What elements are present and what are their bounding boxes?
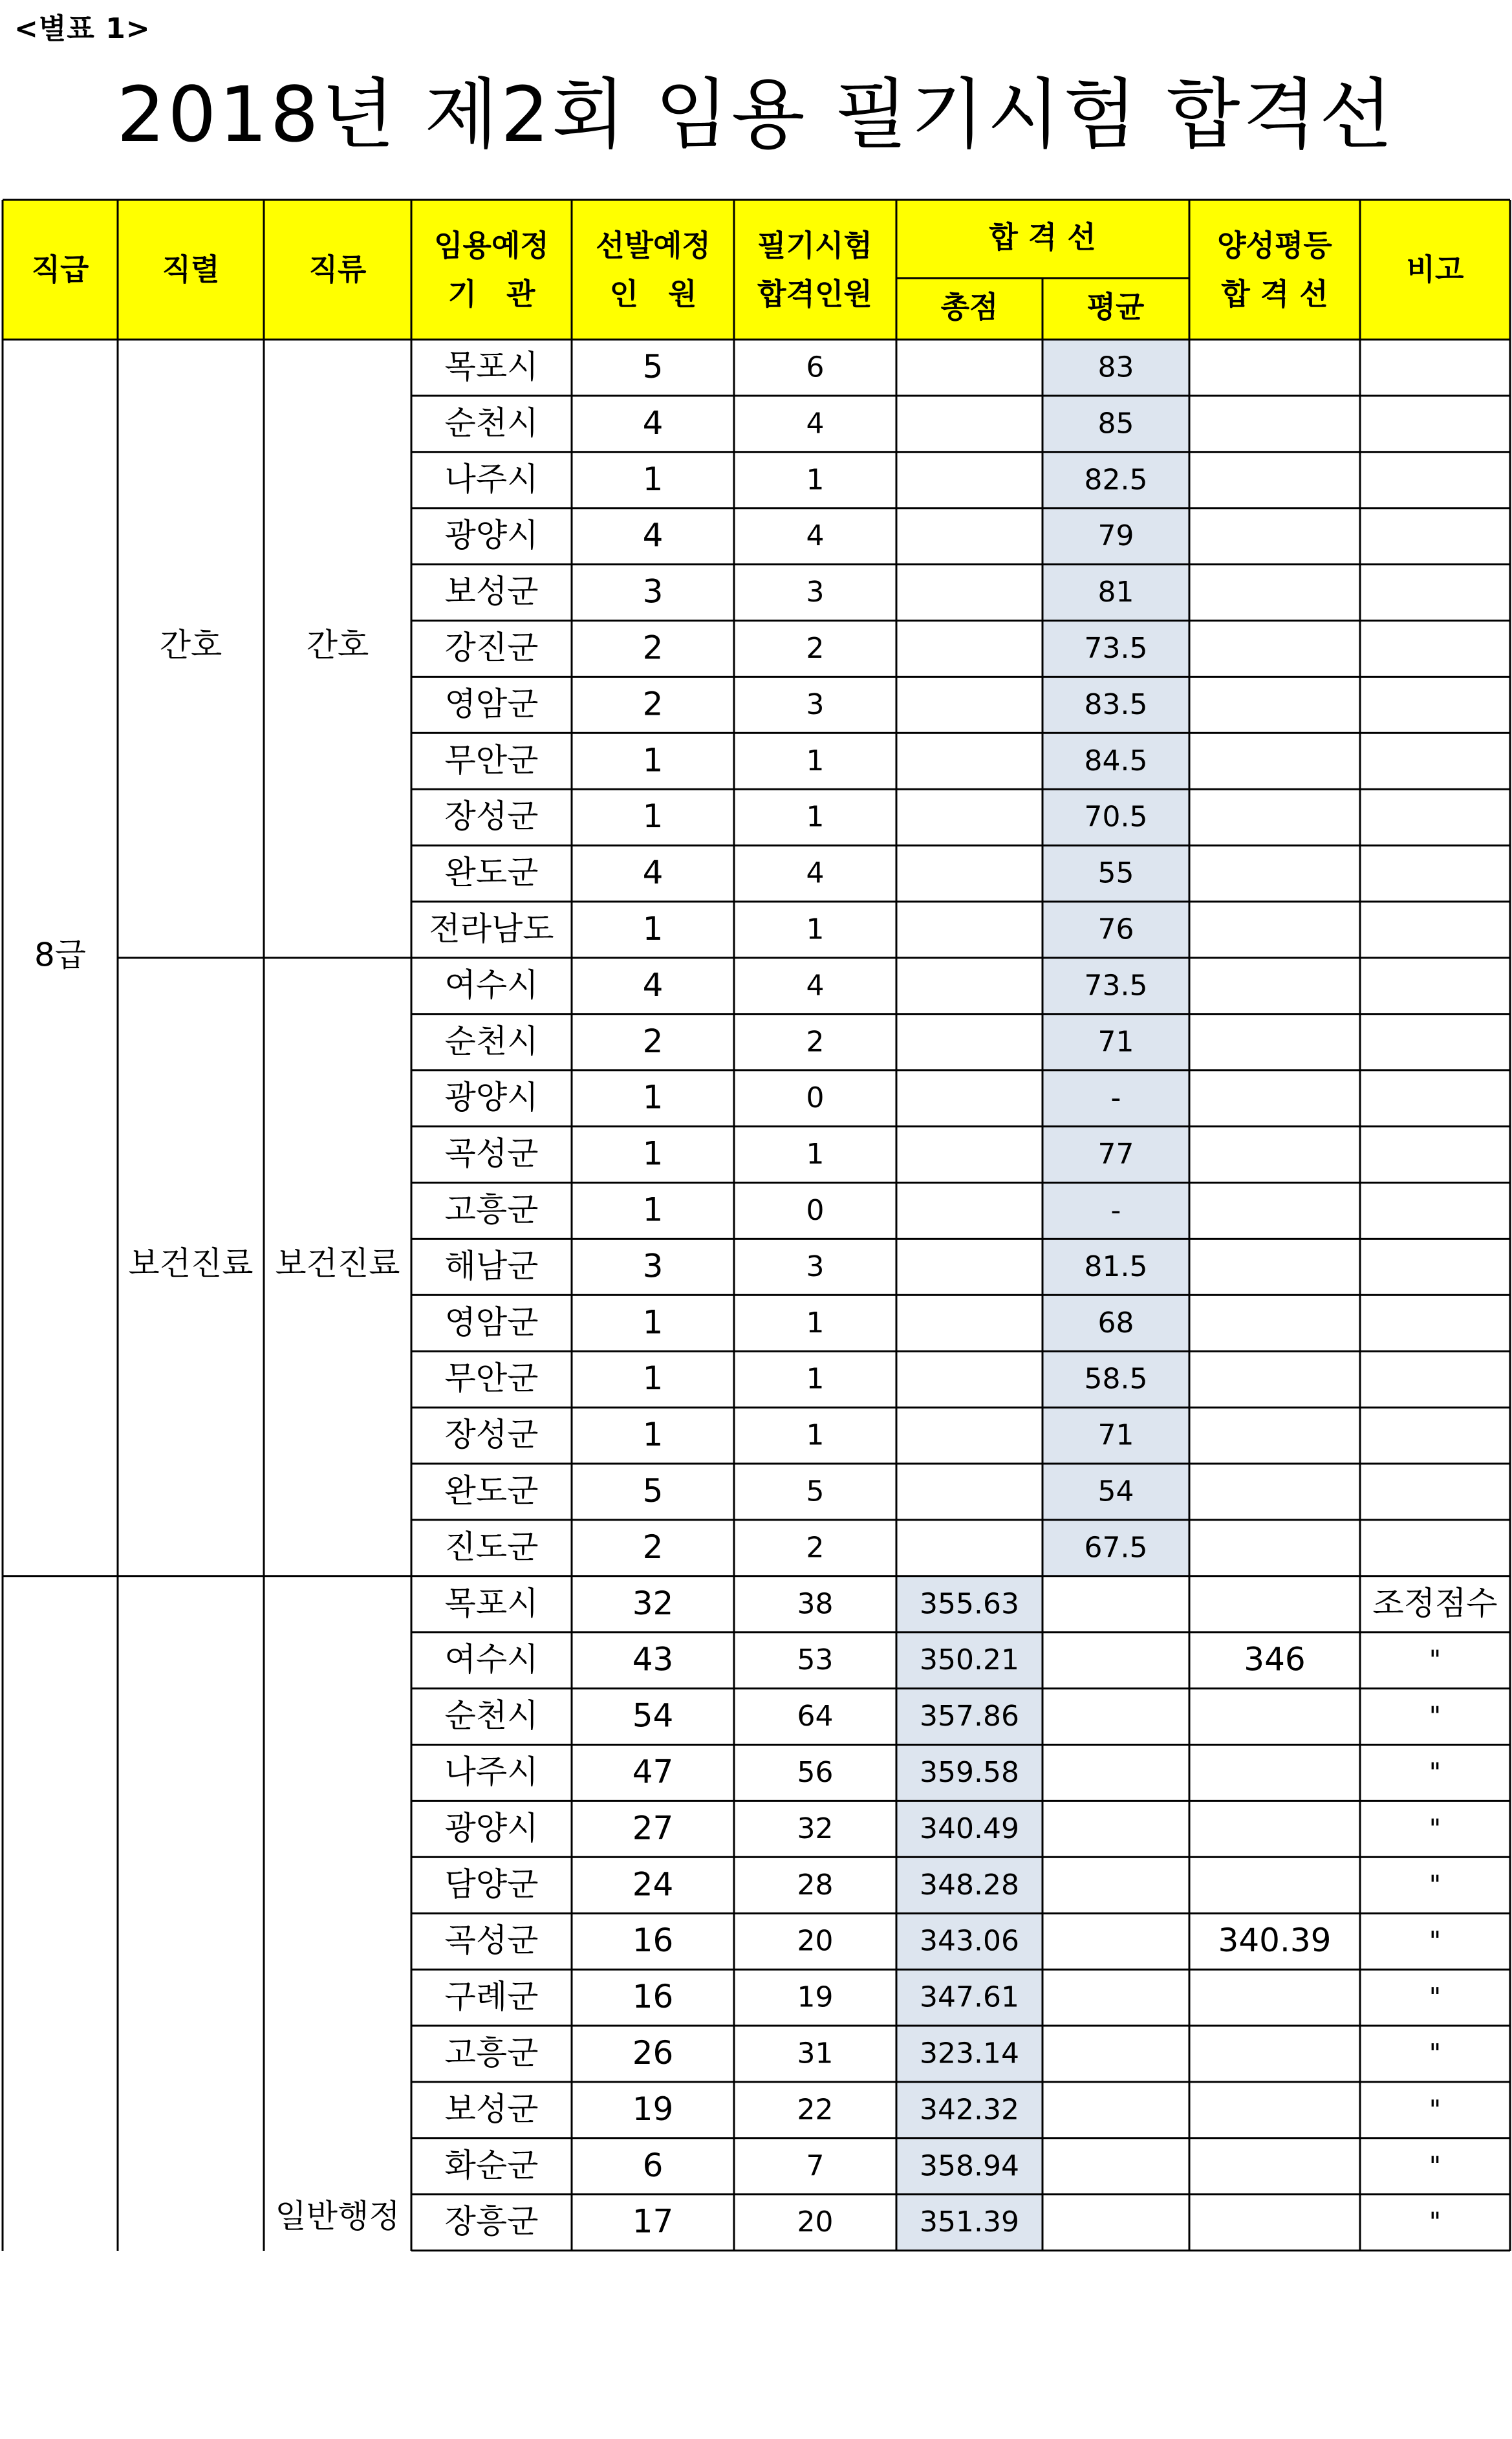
cell-passers: 2 <box>806 631 825 665</box>
cell-average: 54 <box>1097 1475 1134 1508</box>
cell-average: 67.5 <box>1084 1531 1148 1565</box>
header-equality-line1: 양성평등 <box>1217 228 1332 263</box>
header-series: 직렬 <box>162 252 220 287</box>
cell-planned: 1 <box>642 1134 664 1173</box>
cell-average: 84.5 <box>1084 744 1148 777</box>
cell-total: 350.21 <box>920 1643 1019 1677</box>
grade-8-label: 8급 <box>34 936 87 974</box>
cell-passers: 1 <box>806 1138 825 1171</box>
cell-passers: 20 <box>797 2206 834 2239</box>
cell-agency: 장흥군 <box>444 2202 539 2240</box>
cell-planned: 1 <box>642 797 664 836</box>
cell-average: 81.5 <box>1084 1250 1148 1283</box>
cell-agency: 고흥군 <box>444 1191 539 1229</box>
cell-average: 73.5 <box>1084 631 1148 665</box>
cell-average: 73.5 <box>1084 969 1148 1003</box>
cell-passers: 4 <box>806 407 825 440</box>
cell-passers: 32 <box>797 1812 834 1845</box>
cell-remark: " <box>1429 1757 1442 1788</box>
cell-agency: 보성군 <box>444 2090 539 2128</box>
cell-planned: 16 <box>632 1978 674 2016</box>
cell-average: 82.5 <box>1084 463 1148 497</box>
cell-agency: 전라남도 <box>429 909 554 948</box>
cell-passers: 3 <box>806 688 825 721</box>
cell-remark: " <box>1429 2151 1442 2182</box>
cell-remark: " <box>1429 1926 1442 1957</box>
nursing-series-label: 간호 <box>159 626 222 664</box>
cell-passers: 22 <box>797 2093 834 2127</box>
cell-planned: 17 <box>632 2202 674 2240</box>
cell-total: 358.94 <box>920 2149 1019 2183</box>
health-series-label: 보건진료 <box>128 1244 254 1283</box>
cell-planned: 5 <box>642 347 664 385</box>
cell-passers: 2 <box>806 1531 825 1565</box>
nursing-class-label: 간호 <box>306 626 369 664</box>
cell-equality: 346 <box>1244 1640 1306 1678</box>
cell-passers: 1 <box>806 913 825 946</box>
cell-average: 83 <box>1097 351 1134 384</box>
cell-remark: " <box>1429 1814 1442 1844</box>
health-class-label: 보건진료 <box>275 1244 400 1283</box>
cell-total: 355.63 <box>920 1587 1019 1621</box>
page-title: 2018년 제2회 임용 필기시험 합격선 <box>116 70 1396 159</box>
cell-agency: 강진군 <box>444 629 539 667</box>
cell-average: 71 <box>1097 1025 1134 1059</box>
header-agency-line1: 임용예정 <box>434 228 549 263</box>
cell-planned: 2 <box>642 1022 664 1060</box>
cell-planned: 27 <box>632 1809 674 1847</box>
cell-planned: 4 <box>642 404 664 442</box>
cell-passers: 20 <box>797 1924 834 1958</box>
cell-remark: " <box>1429 2207 1442 2238</box>
cell-total: 323.14 <box>920 2037 1019 2070</box>
cell-agency: 보성군 <box>444 572 539 611</box>
cell-agency: 여수시 <box>444 1640 539 1678</box>
cell-agency: 순천시 <box>444 1696 539 1735</box>
cell-planned: 26 <box>632 2033 674 2072</box>
cell-agency: 목포시 <box>444 347 539 385</box>
cell-average: 71 <box>1097 1418 1134 1452</box>
cell-agency: 완도군 <box>444 854 539 892</box>
header-passers-line2: 합격인원 <box>757 276 872 312</box>
cell-agency: 영암군 <box>444 685 539 723</box>
cell-agency: 광양시 <box>444 516 539 554</box>
cell-total: 359.58 <box>920 1755 1019 1789</box>
document-tag: <별표 1> <box>14 12 151 45</box>
header-planned-line1: 선발예정 <box>596 228 711 263</box>
cell-planned: 5 <box>642 1471 664 1510</box>
cell-passers: 2 <box>806 1025 825 1059</box>
cell-passers: 64 <box>797 1700 834 1733</box>
cell-passers: 1 <box>806 463 825 497</box>
cell-agency: 무안군 <box>444 1360 539 1398</box>
cell-passers: 3 <box>806 1250 825 1283</box>
cell-average: 81 <box>1097 576 1134 609</box>
cell-planned: 1 <box>642 1078 664 1116</box>
cell-average: 68 <box>1097 1306 1134 1339</box>
cell-agency: 목포시 <box>444 1584 539 1622</box>
cell-average: 58.5 <box>1084 1362 1148 1396</box>
cell-passers: 4 <box>806 969 825 1003</box>
cell-planned: 16 <box>632 1922 674 1960</box>
cell-planned: 1 <box>642 909 664 948</box>
cell-passers: 1 <box>806 1362 825 1396</box>
cell-remark: " <box>1429 1982 1442 2013</box>
cell-planned: 24 <box>632 1865 674 1903</box>
cell-agency: 화순군 <box>444 2146 539 2184</box>
header-background <box>3 200 1510 340</box>
cell-passers: 19 <box>797 1980 834 2014</box>
header-average: 평균 <box>1086 289 1145 325</box>
cell-total: 348.28 <box>920 1868 1019 1902</box>
cell-remark: 조정점수 <box>1372 1584 1498 1622</box>
cell-agency: 구례군 <box>444 1978 539 2016</box>
header-agency-line2: 기 관 <box>448 276 535 312</box>
cell-average: - <box>1110 1081 1121 1115</box>
cell-average: 83.5 <box>1084 688 1148 721</box>
cell-agency: 광양시 <box>444 1078 539 1116</box>
cell-passers: 0 <box>806 1081 825 1115</box>
cell-passers: 1 <box>806 1306 825 1339</box>
cell-agency: 무안군 <box>444 741 539 779</box>
cell-average: 79 <box>1097 519 1134 553</box>
cell-planned: 1 <box>642 1191 664 1229</box>
cell-agency: 곡성군 <box>444 1922 539 1960</box>
cell-planned: 19 <box>632 2090 674 2128</box>
cell-remark: " <box>1429 2039 1442 2069</box>
cell-agency: 곡성군 <box>444 1134 539 1173</box>
cell-passers: 1 <box>806 800 825 834</box>
header-total: 총점 <box>940 289 999 325</box>
cell-planned: 47 <box>632 1753 674 1791</box>
cell-planned: 1 <box>642 741 664 779</box>
cell-agency: 담양군 <box>444 1865 539 1903</box>
cell-agency: 장성군 <box>444 1416 539 1454</box>
header-equality-line2: 합 격 선 <box>1221 276 1328 312</box>
cell-agency: 나주시 <box>444 1753 539 1791</box>
cell-planned: 1 <box>642 1303 664 1341</box>
cell-average: 76 <box>1097 913 1134 946</box>
cell-planned: 6 <box>642 2146 664 2184</box>
cell-agency: 순천시 <box>444 404 539 442</box>
cell-remark: " <box>1429 1702 1442 1732</box>
cell-passers: 4 <box>806 519 825 553</box>
group-labels <box>34 627 400 2235</box>
cell-agency: 영암군 <box>444 1303 539 1341</box>
cell-total: 347.61 <box>920 1980 1019 2014</box>
cell-average: 85 <box>1097 407 1134 440</box>
cell-passers: 56 <box>797 1755 834 1789</box>
cell-agency: 광양시 <box>444 1809 539 1847</box>
cell-average: 70.5 <box>1084 800 1148 834</box>
cell-passers: 53 <box>797 1643 834 1677</box>
cell-planned: 3 <box>642 572 664 611</box>
cell-passers: 28 <box>797 1868 834 1902</box>
cell-passers: 1 <box>806 1418 825 1452</box>
cell-agency: 순천시 <box>444 1022 539 1060</box>
header-remark: 비고 <box>1406 252 1464 287</box>
header-grade: 직급 <box>31 252 89 287</box>
cell-passers: 0 <box>806 1193 825 1227</box>
header-cutoff: 합 격 선 <box>989 219 1096 255</box>
cell-total: 351.39 <box>920 2206 1019 2239</box>
cell-agency: 여수시 <box>444 966 539 1004</box>
cell-agency: 나주시 <box>444 460 539 498</box>
cell-planned: 2 <box>642 1528 664 1566</box>
cell-planned: 1 <box>642 1416 664 1454</box>
cell-planned: 3 <box>642 1247 664 1285</box>
cell-total: 342.32 <box>920 2093 1019 2127</box>
cell-total: 357.86 <box>920 1700 1019 1733</box>
cell-agency: 고흥군 <box>444 2033 539 2072</box>
cell-planned: 1 <box>642 1360 664 1398</box>
header-planned-line2: 인 원 <box>609 276 697 312</box>
cell-passers: 31 <box>797 2037 834 2070</box>
cell-equality: 340.39 <box>1218 1922 1332 1960</box>
cell-agency: 장성군 <box>444 797 539 836</box>
cell-planned: 2 <box>642 629 664 667</box>
cell-planned: 4 <box>642 966 664 1004</box>
cell-planned: 54 <box>632 1696 674 1735</box>
cell-passers: 3 <box>806 576 825 609</box>
cell-passers: 4 <box>806 856 825 890</box>
cell-agency: 해남군 <box>444 1247 539 1285</box>
cell-remark: " <box>1429 1645 1442 1676</box>
cell-planned: 43 <box>632 1640 674 1678</box>
header-class: 직류 <box>308 252 367 287</box>
cell-agency: 완도군 <box>444 1471 539 1510</box>
cell-planned: 4 <box>642 516 664 554</box>
cell-planned: 2 <box>642 685 664 723</box>
cell-average: 55 <box>1097 856 1134 890</box>
cell-remark: " <box>1429 1870 1442 1900</box>
cell-passers: 7 <box>806 2149 825 2183</box>
admin-class-label: 일반행정 <box>275 2197 400 2235</box>
header-passers-line1: 필기시험 <box>757 228 872 263</box>
cell-remark: " <box>1429 2095 1442 2125</box>
cell-passers: 1 <box>806 744 825 777</box>
cell-passers: 5 <box>806 1475 825 1508</box>
cell-planned: 32 <box>632 1584 674 1622</box>
cell-total: 340.49 <box>920 1812 1019 1845</box>
cell-passers: 38 <box>797 1587 834 1621</box>
cell-agency: 진도군 <box>444 1528 539 1566</box>
cell-passers: 6 <box>806 351 825 384</box>
cell-total: 343.06 <box>920 1924 1019 1958</box>
cell-planned: 4 <box>642 854 664 892</box>
cell-average: 77 <box>1097 1138 1134 1171</box>
cell-planned: 1 <box>642 460 664 498</box>
cell-average: - <box>1110 1193 1121 1227</box>
